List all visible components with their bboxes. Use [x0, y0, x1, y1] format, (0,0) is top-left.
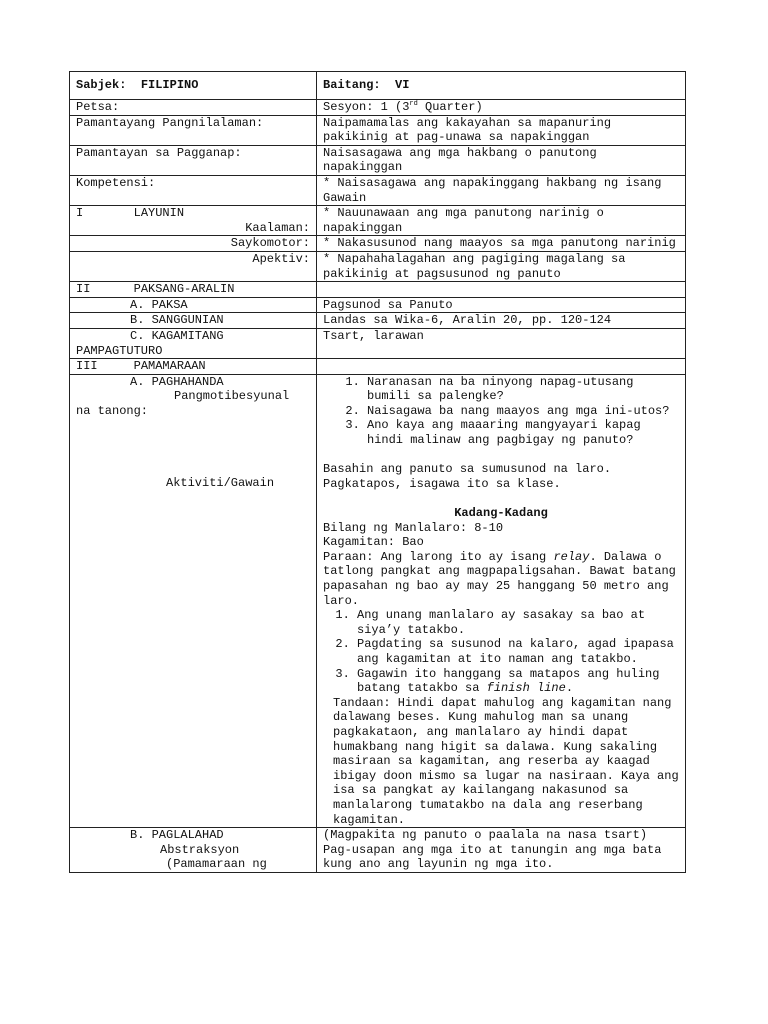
pagganap-row: [70, 145, 686, 175]
sesyon-prefix: Sesyon: 1 (3: [323, 100, 410, 114]
layunin-label: LAYUNIN: [133, 206, 185, 221]
paraan-post: . Dalawa o tatlong pangkat ang magpapaligsahan. Bawat batang papasahan ng bao ay may 25 hanggang 50 metro ang laro.: [323, 549, 676, 608]
kaalaman-label: Kaalaman:: [245, 220, 310, 235]
paksa-label: A. PAKSA: [70, 297, 317, 313]
lesson-plan-table: [69, 71, 686, 873]
header-row: [70, 72, 686, 100]
paghahanda-cell: [70, 374, 317, 827]
step-item: [357, 667, 679, 696]
question-item: 1. Naranasan na ba ninyong napag-utusang bumili sa palengke?: [367, 375, 679, 404]
kagamitang-cell: [70, 328, 317, 358]
step3-finish: finish line: [486, 681, 566, 696]
game-title: Kadang-Kadang: [454, 506, 548, 521]
sesyon-suffix: Quarter): [417, 100, 483, 114]
kaalaman-row: [70, 206, 686, 236]
saykomotor-value: * Nakasusunod nang maayos sa mga panutong narinig: [317, 236, 686, 252]
grade-value: VI: [395, 78, 410, 93]
game-paraan: [323, 550, 679, 608]
aktiviti-intro: Basahin ang panuto sa sumusunod na laro. Pagkatapos, isagawa ito sa klase.: [323, 462, 612, 491]
pamantayang-value: Naipamamalas ang kakayahan sa mapanuring pakikinig at pag-unawa sa napakinggan: [317, 115, 686, 145]
apektiv-row: [70, 251, 686, 281]
paksang-label: PAKSANG-ARALIN: [133, 282, 235, 297]
paghahanda-content: [317, 374, 686, 827]
paraan-relay: relay: [553, 549, 590, 564]
paglalahad-value2: Pag-usapan ang mga ito at tanungin ang mga bata kung ano ang layunin ng mga ito.: [323, 842, 662, 872]
paksa-value: Pagsunod sa Panuto: [317, 297, 686, 313]
subject-value: FILIPINO: [140, 78, 199, 93]
pamamaraan-row: [70, 359, 686, 375]
layunin-heading: [76, 206, 310, 221]
apektiv-value: * Napahahalagahan ang pagiging magalang sa pakikinig at pagsusunod ng panuto: [317, 251, 686, 281]
kagamitang-label2: PAMPAGTUTURO: [76, 343, 163, 358]
kagamitang-row: [70, 328, 686, 358]
grade-label: Baitang:: [323, 78, 381, 93]
subject-cell: [70, 72, 317, 100]
paglalahad-label: B. PAGLALAHAD: [130, 828, 224, 843]
pamantayang-row: [70, 115, 686, 145]
grade-cell: [317, 72, 686, 100]
paksang-cell: [70, 282, 317, 298]
paghahanda-label: A. PAGHAHANDA: [130, 374, 224, 389]
pamamaraan-cell: [70, 359, 317, 375]
paghahanda-row: [70, 374, 686, 827]
step3-post: .: [565, 681, 574, 696]
sesyon-value: [317, 100, 686, 116]
pagganap-label: Pamantayan sa Pagganap:: [70, 145, 317, 175]
paglalahad-cell: [70, 828, 317, 873]
paksang-row: [70, 282, 686, 298]
kagamitang-label: C. KAGAMITANG: [130, 328, 224, 343]
pagganap-value: Naisasagawa ang mga hakbang o panutong napakinggan: [317, 145, 686, 175]
step3-pre: Gagawin ito hanggang sa matapos ang huling batang tatakbo sa: [357, 666, 660, 696]
abstraksyon-label: Abstraksyon: [160, 842, 240, 857]
kompetensi-row: [70, 175, 686, 205]
paksang-num: II: [76, 282, 91, 297]
sanggunian-value: Landas sa Wika-6, Aralin 20, pp. 120-124: [317, 313, 686, 329]
pamamaraan-ng-label: (Pamamaraan ng: [166, 857, 267, 872]
subject-label: Sabjek:: [76, 78, 127, 93]
pamamaraan-label: PAMAMARAAN: [133, 359, 206, 374]
step-item: 1. Ang unang manlalaro ay sasakay sa bao at siya’y tatakbo.: [357, 608, 679, 637]
game-steps: [323, 608, 679, 696]
layunin-num: I: [76, 206, 84, 221]
paksa-row: [70, 297, 686, 313]
kompetensi-value: * Naisasagawa ang napakinggang hakbang ng isang Gawain: [317, 175, 686, 205]
sanggunian-label: B. SANGGUNIAN: [70, 313, 317, 329]
step-item: 2. Pagdating sa susunod na kalaro, agad ipapasa ang kagamitan at ito naman ang tatakbo.: [357, 637, 679, 666]
pangmotibesyunal-label: Pangmotibesyunal: [174, 389, 290, 404]
paksang-empty: [317, 282, 686, 298]
pamantayang-label: Pamantayang Pangnilalaman:: [70, 115, 317, 145]
aktiviti-label: Aktiviti/Gawain: [166, 476, 275, 491]
sesyon-sup: rd: [409, 100, 418, 108]
paglalahad-row: [70, 828, 686, 873]
tandaan-note: Tandaan: Hindi dapat mahulog ang kagamitan nang dalawang beses. Kung mahulog man sa unang pagkakataon, ang manlalaro ay hindi dapat humakbang nang higit sa dalawa. Kung sakaling masiraan sa kagamitan, ang reserba ay kaagad ibigay doon mismo sa lugar na nasiraan. Kaya ang isa sa pangkat ay kailangang nakasunod sa manlalarong tumatakbo na dala ang reserbang kagamitan.: [333, 695, 679, 827]
motivation-questions: [323, 375, 679, 448]
question-item: 3. Ano kaya ang maaaring mangyayari kapag hindi malinaw ang pagbigay ng panuto?: [367, 418, 679, 447]
question-item: 2. Naisagawa ba nang maayos ang mga ini-utos?: [367, 404, 679, 419]
pamamaraan-num: III: [76, 359, 98, 374]
saykomotor-row: [70, 236, 686, 252]
petsa-row: [70, 100, 686, 116]
petsa-label: Petsa:: [70, 100, 317, 116]
saykomotor-label: Saykomotor:: [70, 236, 317, 252]
paglalahad-value1: (Magpakita ng panuto o paalala na nasa tsart): [323, 828, 648, 843]
layunin-cell: [70, 206, 317, 236]
game-kagamitan: Kagamitan: Bao: [323, 535, 424, 550]
kaalaman-value: * Nauunawaan ang mga panutong narinig o napakinggan: [317, 206, 686, 236]
lesson-plan-page: [69, 71, 685, 873]
pamamaraan-empty: [317, 359, 686, 375]
paraan-pre: Paraan: Ang larong ito ay isang: [323, 549, 554, 564]
game-bilang: Bilang ng Manlalaro: 8-10: [323, 520, 504, 535]
kagamitang-value: Tsart, larawan: [317, 328, 686, 358]
sanggunian-row: [70, 313, 686, 329]
paglalahad-content: [317, 828, 686, 873]
natanong-label: na tanong:: [76, 403, 149, 418]
apektiv-label: Apektiv:: [70, 251, 317, 281]
kompetensi-label: Kompetensi:: [70, 175, 317, 205]
